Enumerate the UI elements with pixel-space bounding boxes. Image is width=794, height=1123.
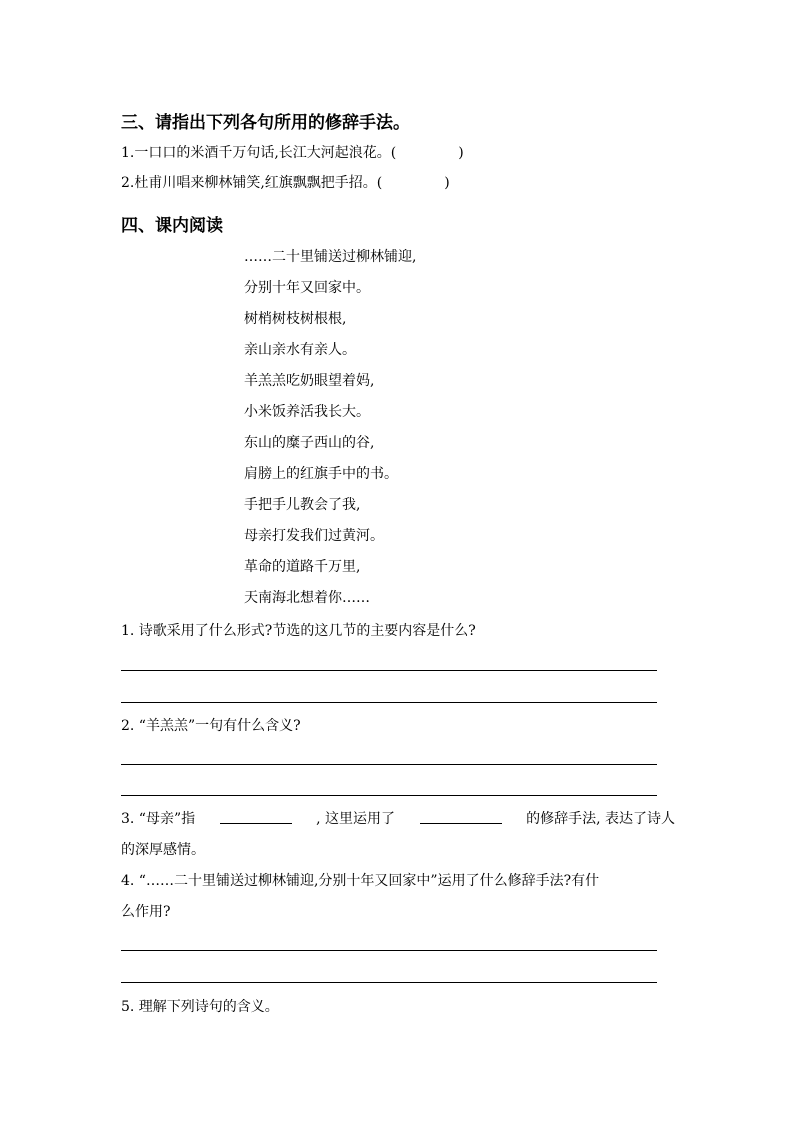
answer-blank-4-3-b[interactable] [420, 809, 502, 824]
question-4-4: 4. “……二十里铺送过柳林铺迎,分别十年又回家中”运用了什么修辞手法?有什 [121, 873, 600, 889]
poem-line: 分别十年又回家中。 [244, 280, 370, 296]
poem-line: 革命的道路千万里, [244, 559, 361, 575]
question-4-3 [121, 809, 675, 829]
poem-line: 肩膀上的红旗手中的书。 [244, 466, 398, 482]
answer-line[interactable] [121, 764, 657, 765]
question-4-3-line2: 的深厚感情。 [121, 842, 205, 858]
question-3-1-text: 1.一口口的米酒千万句话,长江大河起浪花。( [121, 145, 397, 161]
answer-line[interactable] [121, 795, 657, 796]
section-3-title: 三、请指出下列各句所用的修辞手法。 [121, 113, 410, 133]
answer-line[interactable] [121, 950, 657, 951]
poem-line: 手把手儿教会了我, [244, 497, 361, 513]
question-4-2: 2. “羊羔羔”一句有什么含义? [121, 718, 301, 734]
question-3-2 [121, 173, 450, 193]
question-4-3-part2: , 这里运用了 [316, 811, 396, 827]
question-4-3-part1: 3. “母亲”指 [121, 811, 196, 827]
poem-line: 小米饭养活我长大。 [244, 404, 370, 420]
question-4-1: 1. 诗歌采用了什么形式?节选的这几节的主要内容是什么? [121, 623, 476, 639]
section-4-title: 四、课内阅读 [121, 216, 223, 236]
poem-line: 亲山亲水有亲人。 [244, 342, 356, 358]
poem-line: 天南海北想着你…… [244, 590, 370, 606]
question-3-2-text: 2.杜甫川唱来柳林铺笑,红旗飘飘把手招。( [121, 175, 383, 191]
question-3-2-close: ) [444, 175, 450, 191]
answer-line[interactable] [121, 702, 657, 703]
question-4-4-line2: 么作用? [121, 904, 171, 920]
answer-line[interactable] [121, 982, 657, 983]
question-4-5: 5. 理解下列诗句的含义。 [121, 999, 279, 1015]
question-4-3-part3: 的修辞手法, 表达了诗人 [526, 811, 675, 827]
question-3-1-close: ) [458, 145, 464, 161]
poem-line: 树梢树枝树根根, [244, 311, 347, 327]
answer-blank-4-3-a[interactable] [220, 809, 292, 824]
poem-line: 母亲打发我们过黄河。 [244, 528, 384, 544]
poem-line: 东山的糜子西山的谷, [244, 435, 375, 451]
poem-line: ……二十里铺送过柳林铺迎, [244, 249, 417, 265]
answer-line[interactable] [121, 670, 657, 671]
question-3-1 [121, 143, 464, 163]
poem-line: 羊羔羔吃奶眼望着妈, [244, 373, 375, 389]
